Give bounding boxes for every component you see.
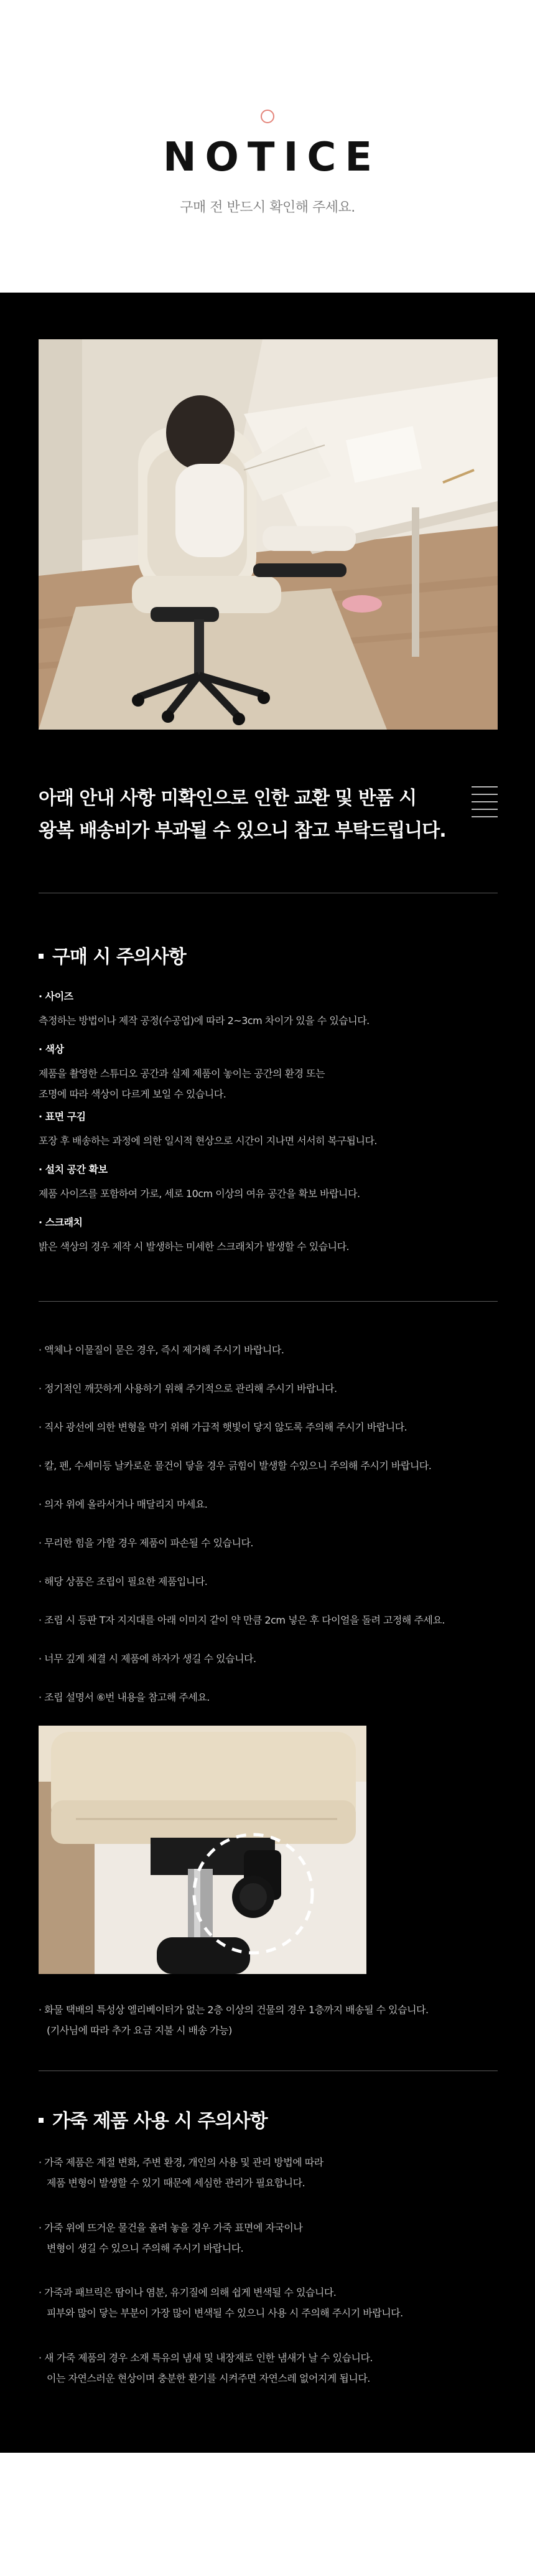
menu-lines-icon <box>472 786 498 821</box>
leather-note-line: · 가죽 제품은 계절 변화, 주변 환경, 개인의 사용 및 관리 방법에 따라 <box>39 2156 323 2168</box>
usage-note: · 의자 위에 올라서거나 매달리지 마세요. <box>39 1498 208 1510</box>
leather-note <box>39 2348 498 2389</box>
leather-note <box>39 2217 498 2259</box>
delivery-note <box>39 2000 498 2041</box>
purchase-caution-title: 구매 시 주의사항 <box>39 941 186 969</box>
usage-note: · 해당 상품은 조립이 필요한 제품입니다. <box>39 1576 208 1587</box>
caution-item-title: · 사이즈 <box>39 989 498 1003</box>
product-photo-assembly-detail <box>39 1726 366 1974</box>
leather-note-line: 피부와 많이 닿는 부분이 가장 많이 변색될 수 있으니 사용 시 주의해 주시기 바랍니다. <box>47 2307 403 2319</box>
usage-note: · 조립 시 등판 T자 지지대를 아래 이미지 같이 약 만큼 2cm 넣은 후 다이얼을 돌려 고정해 주세요. <box>39 1614 445 1626</box>
usage-note: · 직사 광선에 의한 변형을 막기 위해 가급적 햇빛이 닿지 않도록 주의해 주시기 바랍니다. <box>39 1421 407 1433</box>
caution-item-text: 제품 사이즈를 포함하여 가로, 세로 10cm 이상의 여유 공간을 확보 바랍니다. <box>39 1188 360 1200</box>
product-photo-chair <box>39 339 498 730</box>
page-title: NOTICE <box>162 134 381 181</box>
caution-item-title: · 설치 공간 확보 <box>39 1162 498 1176</box>
leather-note-line: 변형이 생길 수 있으니 주의해 주시기 바랍니다. <box>47 2242 244 2254</box>
usage-note: · 무리한 힘을 가할 경우 제품이 파손될 수 있습니다. <box>39 1537 253 1549</box>
intro-text <box>39 783 449 847</box>
notice-header <box>0 0 535 293</box>
caution-item <box>39 1162 498 1204</box>
intro-line: 아래 안내 사항 미확인으로 인한 교환 및 반품 시 <box>39 787 417 809</box>
caution-item-text: 조명에 따라 색상이 다르게 보일 수 있습니다. <box>39 1088 226 1100</box>
leather-note <box>39 2152 498 2193</box>
delivery-note-line: · 화물 택배의 특성상 엘리베이터가 없는 2층 이상의 건물의 경우 1층까지 배송될 수 있습니다. <box>39 2004 429 2016</box>
caution-item-text: 밝은 색상의 경우 제작 시 발생하는 미세한 스크래치가 발생할 수 있습니다. <box>39 1241 350 1253</box>
delivery-note-line: (기사님에 따라 추가 요금 지불 시 배송 가능) <box>47 2024 232 2036</box>
notice-content <box>0 293 535 2453</box>
usage-note: · 칼, 펜, 수세미등 날카로운 물건이 닿을 경우 긁힘이 발생할 수있으니 주의해 주시기 바랍니다. <box>39 1460 432 1472</box>
leather-note-line: · 가죽 위에 뜨거운 물건을 올려 놓을 경우 가죽 표면에 자국이나 <box>39 2222 303 2234</box>
caution-item <box>39 1215 498 1257</box>
leather-note-line: · 새 가죽 제품의 경우 소재 특유의 냄새 및 내장재로 인한 냄새가 날 수 있습니다. <box>39 2352 373 2364</box>
caution-item-text: 제품을 촬영한 스튜디오 공간과 실제 제품이 놓이는 공간의 환경 또는 <box>39 1068 325 1079</box>
circle-icon <box>261 110 274 123</box>
leather-note-line: · 가죽과 패브릭은 땀이나 염분, 유기질에 의해 쉽게 변색될 수 있습니다. <box>39 2287 337 2298</box>
page-footer-space <box>0 2453 535 2576</box>
page-subtitle: 구매 전 반드시 확인해 주세요. <box>180 200 355 215</box>
leather-note-line: 이는 자연스러운 현상이며 충분한 환기를 시켜주면 자연스레 없어지게 됩니다. <box>47 2372 370 2384</box>
usage-note: · 정기적인 깨끗하게 사용하기 위해 주기적으로 관리해 주시기 바랍니다. <box>39 1383 337 1394</box>
divider <box>39 1301 498 1302</box>
caution-item <box>39 1041 498 1104</box>
caution-item-text: 측정하는 방법이나 제작 공정(수공업)에 따라 2~3cm 차이가 있을 수 있습니다. <box>39 1015 370 1027</box>
leather-note-line: 제품 변형이 발생할 수 있기 때문에 세심한 관리가 필요합니다. <box>47 2177 305 2189</box>
caution-item-title: · 색상 <box>39 1041 498 1056</box>
usage-note: · 너무 깊게 체결 시 제품에 하자가 생길 수 있습니다. <box>39 1653 256 1665</box>
usage-note: · 액체나 이물질이 묻은 경우, 즉시 제거해 주시기 바랍니다. <box>39 1344 284 1356</box>
caution-item <box>39 1109 498 1151</box>
caution-item-title: · 표면 구김 <box>39 1109 498 1123</box>
caution-item-text: 포장 후 배송하는 과정에 의한 일시적 현상으로 시간이 지나면 서서히 복구됩니다. <box>39 1135 377 1147</box>
intro-line: 왕복 배송비가 부과될 수 있으니 참고 부탁드립니다. <box>39 820 446 842</box>
caution-item <box>39 989 498 1031</box>
usage-note: · 조립 설명서 ⑥번 내용을 참고해 주세요. <box>39 1691 210 1703</box>
leather-caution-title: 가죽 제품 사용 시 주의사항 <box>39 2105 268 2133</box>
leather-note <box>39 2282 498 2323</box>
caution-item-title: · 스크래치 <box>39 1215 498 1229</box>
